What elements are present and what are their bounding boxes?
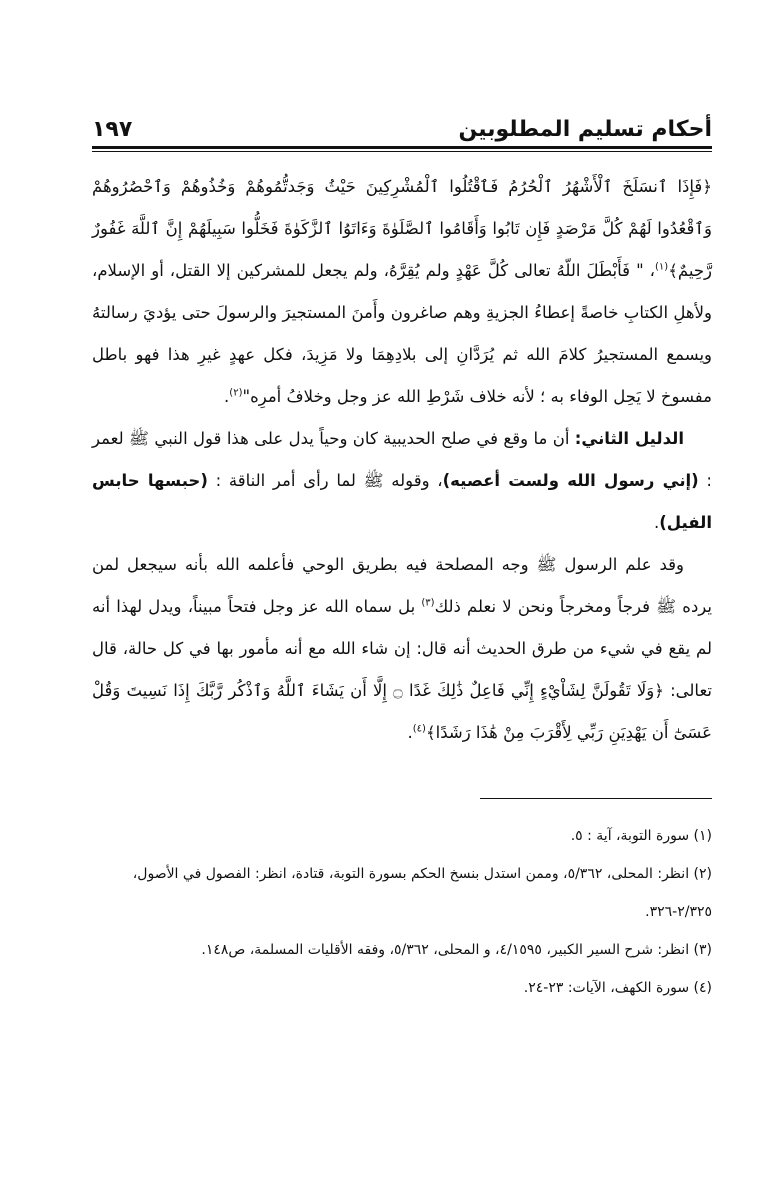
hadith-quote-2: (حبسها حابس الفيل) bbox=[92, 471, 712, 532]
paragraph-revelation bbox=[92, 544, 712, 754]
footnote-4: (٤) سورة الكهف، الآيات: ٢٣-٢٤. bbox=[523, 980, 712, 996]
paragraph-2-mid: ، وقوله ﷺ لما رأى أمر الناقة : bbox=[207, 471, 443, 490]
footnote-ref-2: (٢) bbox=[229, 387, 243, 399]
paragraph-1-end: . bbox=[224, 387, 230, 406]
footnote-separator bbox=[480, 798, 712, 799]
main-text bbox=[92, 166, 712, 754]
quran-verse-tawbah: ﴿فَإِذَا ٱنسَلَخَ ٱلْأَشْهُرُ ٱلْحُرُمُ فَٱقْتُلُوا ٱلْمُشْرِكِينَ حَيْثُ وَجَدتُّمُوهُمْ وَخُذُوهُمْ وَٱحْصُرُوهُمْ وَٱقْعُدُوا لَهُمْ كُلَّ مَرْصَدٍ فَإِن تَابُوا وَأَقَامُوا ٱلصَّلَوٰةَ وَءَاتَوُا ٱلزَّكَوٰةَ فَخَلُّوا سَبِيلَهُمْ إِنَّ ٱللَّهَ غَفُورٌ رَّحِيمٌ﴾ bbox=[92, 177, 712, 280]
hadith-quote-1: (إني رسول الله ولست أعصيه) bbox=[442, 471, 699, 490]
paragraph-2-text: أن ما وقع في صلح الحديبية كان وحياً يدل على هذا قول النبي ﷺ لعمر : bbox=[92, 429, 712, 490]
paragraph-quran-citation bbox=[92, 166, 712, 418]
book-page bbox=[92, 96, 712, 1007]
paragraph-3-end: . bbox=[407, 723, 413, 742]
footnotes bbox=[92, 817, 712, 1007]
footnote-1: (١) سورة التوبة، آية : ٥. bbox=[570, 828, 712, 844]
second-evidence-label: الدليل الثاني: bbox=[574, 429, 684, 448]
paragraph-2-end: . bbox=[654, 513, 660, 532]
footnote-2: (٢) انظر: المحلى، ٥/٣٦٢، وممن استدل بنسخ الحكم بسورة التوبة، قتادة، انظر: الفصول في الأصول، ٢/٣٢٥-٣٢٦. bbox=[132, 866, 712, 920]
footnote-ref-3: (٣) bbox=[421, 597, 435, 609]
running-title: أحكام تسليم المطلوبين bbox=[458, 117, 712, 142]
footnote-3: (٣) انظر: شرح السير الكبير، ٤/١٥٩٥، و المحلى، ٥/٣٦٢، وفقه الأقليات المسلمة، ص١٤٨. bbox=[201, 942, 712, 958]
paragraph-second-evidence bbox=[92, 418, 712, 544]
header-rule-thick bbox=[92, 146, 712, 149]
header-rule-thin bbox=[92, 151, 712, 152]
running-header bbox=[92, 96, 712, 142]
footnote-ref-1: (١) bbox=[655, 261, 669, 273]
footnote-ref-4: (٤) bbox=[412, 723, 426, 735]
paragraph-3-rest: بل سماه الله عز وجل فتحاً مبيناً، ويدل لهذا أنه لم يقع في شيء من طرق الحديث أنه قال: إن شاء الله مع أنه مأمور بها في كل حالة، قال تعالى: ﴿وَلَا تَقُولَنَّ لِشَاْيْءٍ إِنِّي فَاعِلٌ ذَٰلِكَ غَدًا ۝ إِلَّا أَن يَشَاءَ ٱللَّهُ وَٱذْكُر رَّبَّكَ إِذَا نَسِيتَ وَقُلْ عَسَىٰٓ أَن يَهْدِيَنِ رَبِّي لِأَقْرَبَ مِنْ هَٰذَا رَشَدًا﴾ bbox=[92, 597, 713, 742]
paragraph-1-text: ، " فَأَبْطَلَ اللّهُ تعالى كُلَّ عَهْدٍ ولم يُقِرَّهُ، ولم يجعل للمشركين إلا القتل، أو الإسلام، ولأهلِ الكتابِ خاصةً إعطاءُ الجزيةِ وهم صاغرون وأَمنَ المستجيرَ والرسولَ حتى يؤديَ رسالتهُ ويسمع المستجيرُ كلامَ الله ثم يُرَدَّانِ إلى بلادِهِمَا ولا مَزِيدَ، فكل عهدٍ غيرِ هذا فهو باطل مفسوخ لا يَحِل الوفاء به ؛ لأنه خلاف شَرْطِ الله عز وجل وخلافُ أمرِه" bbox=[92, 261, 712, 406]
paragraph-3-text: وقد علم الرسول ﷺ وجه المصلحة فيه بطريق الوحي فأعلمه الله بأنه سيجعل لمن يرده ﷺ فرجاً ومخرجاً ونحن لا نعلم ذلك bbox=[92, 555, 712, 616]
page-number: ١٩٧ bbox=[92, 117, 133, 142]
